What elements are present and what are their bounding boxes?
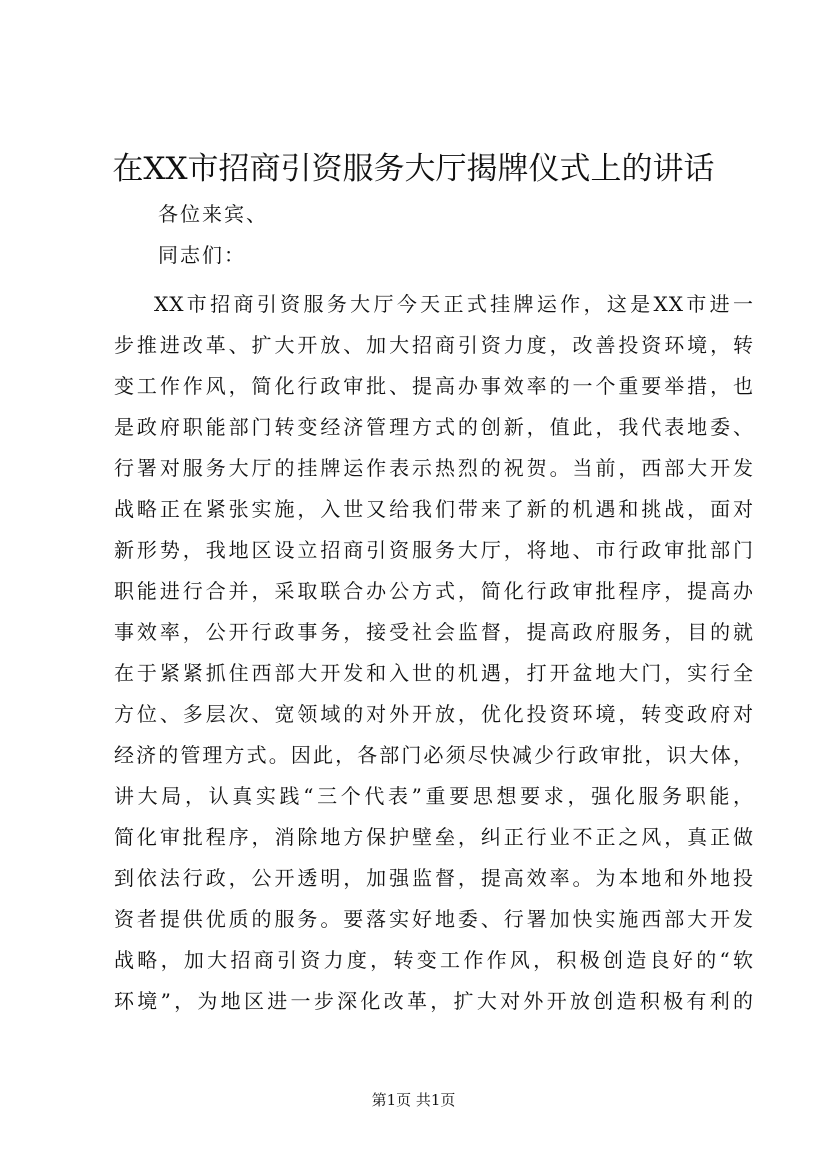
body-line: 职能进行合并，采取联合办公方式，简化行政审批程序，提高办: [114, 579, 754, 603]
greeting-line: 各位来宾、: [158, 202, 268, 226]
body-line: 资者提供优质的服务。要落实好地委、行署加快实施西部大开发: [114, 907, 754, 931]
document-title: 在XX市招商引资服务大厅揭牌仪式上的讲话: [112, 151, 715, 187]
body-line: 在于紧紧抓住西部大开发和入世的机遇，打开盆地大门，实行全: [114, 661, 754, 685]
body-line: 变工作作风，简化行政审批、提高办事效率的一个重要举措，也: [114, 374, 754, 398]
body-line: 方位、多层次、宽领域的对外开放，优化投资环境，转变政府对: [114, 702, 754, 726]
speech-body: [114, 284, 754, 1022]
body-line: 是政府职能部门转变经济管理方式的创新，值此，我代表地委、: [114, 415, 754, 439]
page-footer: 第1页 共1页: [371, 1091, 456, 1109]
body-line: 事效率，公开行政事务，接受社会监督，提高政府服务，目的就: [114, 620, 754, 644]
body-line: XX市招商引资服务大厅今天正式挂牌运作，这是XX市进一: [154, 292, 754, 316]
body-line: 环境”，为地区进一步深化改革，扩大对外开放创造积极有利的: [114, 989, 754, 1013]
body-line: 讲大局，认真实践“三个代表”重要思想要求，强化服务职能，: [114, 784, 754, 808]
greeting-line: 同志们：: [158, 243, 246, 267]
body-line: 战略，加大招商引资力度，转变工作作风，积极创造良好的“软: [114, 948, 754, 972]
body-line: 新形势，我地区设立招商引资服务大厅，将地、市行政审批部门: [114, 538, 754, 562]
body-line: 简化审批程序，消除地方保护壁垒，纠正行业不正之风，真正做: [114, 825, 754, 849]
body-line: 到依法行政，公开透明，加强监督，提高效率。为本地和外地投: [114, 866, 754, 890]
body-line: 战略正在紧张实施，入世又给我们带来了新的机遇和挑战，面对: [114, 497, 754, 521]
body-line: 行署对服务大厅的挂牌运作表示热烈的祝贺。当前，西部大开发: [114, 456, 754, 480]
body-line: 步推进改革、扩大开放、加大招商引资力度，改善投资环境，转: [114, 333, 754, 357]
body-line: 经济的管理方式。因此，各部门必须尽快减少行政审批，识大体，: [114, 743, 754, 767]
